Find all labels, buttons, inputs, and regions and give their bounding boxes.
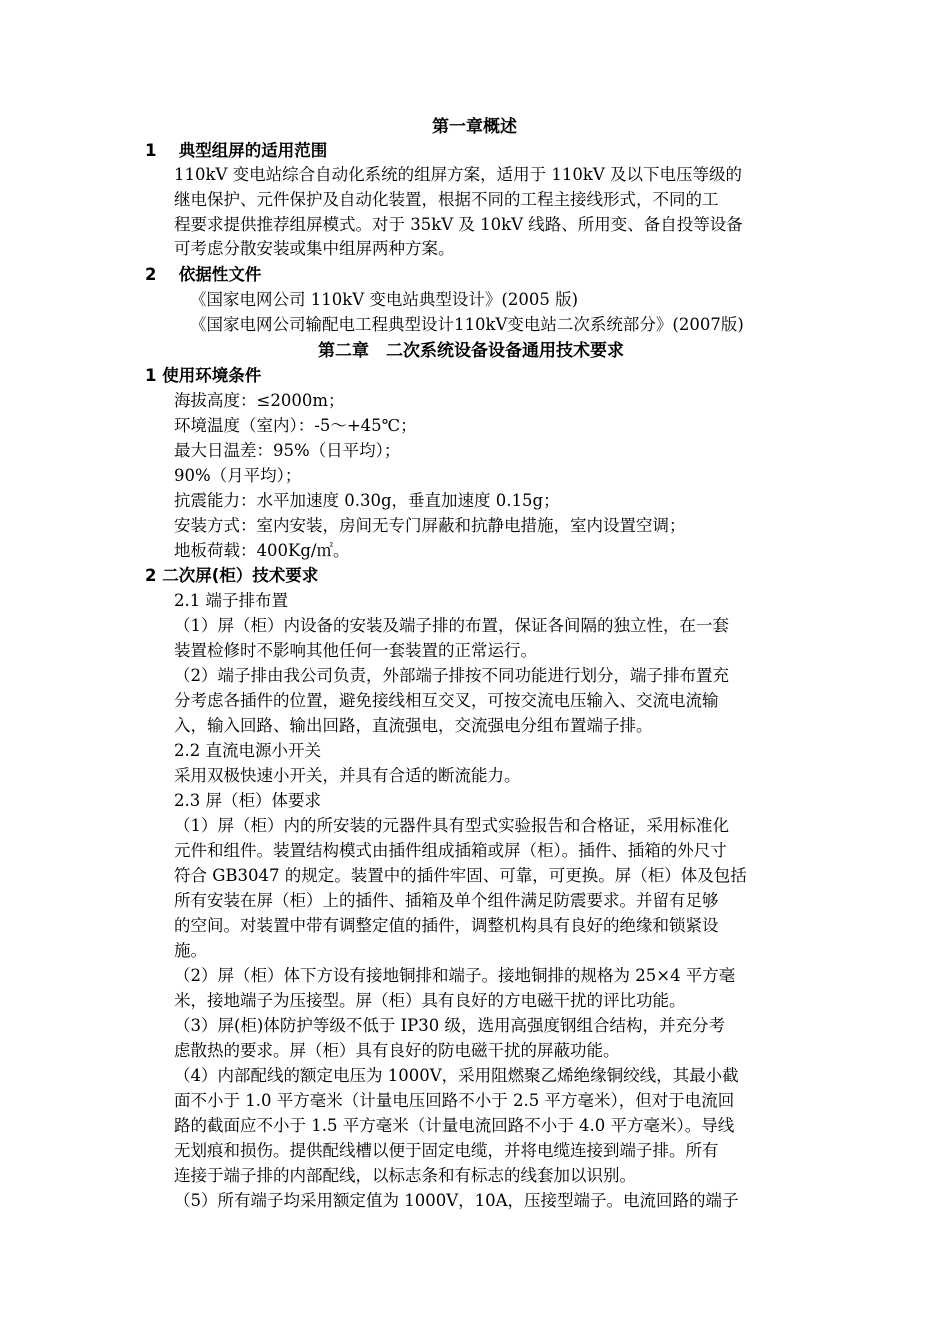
subsection-heading: 2.2 直流电源小开关 [174, 741, 321, 760]
paragraph-line: 继电保护、元件保护及自动化装置，根据不同的工程主接线形式，不同的工 [174, 190, 719, 209]
chapter1-title: 第一章概述 [432, 117, 517, 137]
subsection-heading: 2.3 屏（柜）体要求 [174, 791, 321, 810]
chapter2-sec2-heading: 2 二次屏(柜）技术要求 [145, 566, 319, 585]
paragraph-line: 虑散热的要求。屏（柜）具有良好的防电磁干扰的屏蔽功能。 [174, 1041, 620, 1060]
paragraph-line: （1）屏（柜）内的所安装的元器件具有型式实验报告和合格证，采用标准化 [174, 816, 729, 835]
paragraph-line: 的空间。对装置中带有调整定值的插件，调整机构具有良好的绝缘和锁紧设 [174, 916, 719, 935]
reference-item: 《国家电网公司输配电工程典型设计110kV变电站二次系统部分》(2007版) [190, 315, 744, 334]
condition-line: 抗震能力：水平加速度 0.30g，垂直加速度 0.15g； [174, 491, 560, 510]
paragraph-line: （3）屏(柜)体防护等级不低于 IP30 级，选用高强度钢组合结构，并充分考 [174, 1016, 725, 1035]
paragraph-line: 采用双极快速小开关，并具有合适的断流能力。 [174, 766, 521, 785]
paragraph-line: （4）内部配线的额定电压为 1000V，采用阻燃聚乙烯绝缘铜绞线，其最小截 [174, 1066, 739, 1085]
paragraph-line: 可考虑分散安装或集中组屏两种方案。 [174, 239, 455, 258]
paragraph-line: 入，输入回路、输出回路，直流强电，交流强电分组布置端子排。 [174, 716, 653, 735]
paragraph-line: 连接于端子排的内部配线，以标志条和有标志的线套加以识别。 [174, 1166, 636, 1185]
paragraph-line: 分考虑各插件的位置，避免接线相互交叉，可按交流电压输入、交流电流输 [174, 691, 719, 710]
paragraph-line: 元件和组件。装置结构模式由插件组成插箱或屏（柜）。插件、插箱的外尺寸 [174, 841, 727, 860]
chapter1-sec1-heading: 1 典型组屏的适用范围 [145, 141, 328, 160]
condition-line: 安装方式：室内安装，房间无专门屏蔽和抗静电措施，室内设置空调； [174, 516, 686, 535]
chapter2-title: 第二章 二次系统设备设备通用技术要求 [318, 341, 624, 361]
paragraph-line: 所有安装在屏（柜）上的插件、插箱及单个组件满足防震要求。并留有足够 [174, 891, 719, 910]
paragraph-line: 符合 GB3047 的规定。装置中的插件牢固、可靠，可更换。屏（柜）体及包括 [174, 866, 747, 885]
condition-line: 地板荷载：400Kg/㎡。 [174, 541, 350, 560]
paragraph-line: （2）屏（柜）体下方设有接地铜排和端子。接地铜排的规格为 25×4 平方毫 [174, 966, 736, 985]
paragraph-line: 米，接地端子为压接型。屏（柜）具有良好的方电磁干扰的评比功能。 [174, 991, 686, 1010]
paragraph-line: 施。 [174, 941, 207, 960]
chapter2-sec1-heading: 1 使用环境条件 [145, 366, 262, 385]
paragraph-line: （2）端子排由我公司负责，外部端子排按不同功能进行划分，端子排布置充 [174, 666, 729, 685]
paragraph-line: 装置检修时不影响其他任何一套装置的正常运行。 [174, 641, 537, 660]
subsection-heading: 2.1 端子排布置 [174, 591, 288, 610]
reference-item: 《国家电网公司 110kV 变电站典型设计》(2005 版) [190, 290, 579, 309]
paragraph-line: （1）屏（柜）内设备的安装及端子排的布置，保证各间隔的独立性，在一套 [174, 616, 729, 635]
chapter1-sec2-heading: 2 依据性文件 [145, 265, 262, 284]
paragraph-line: （5）所有端子均采用额定值为 1000V，10A，压接型端子。电流回路的端子 [174, 1191, 739, 1210]
paragraph-line: 110kV 变电站综合自动化系统的组屏方案，适用于 110kV 及以下电压等级的 [174, 165, 743, 184]
condition-line: 海拔高度：≤2000m； [174, 391, 345, 410]
paragraph-line: 面不小于 1.0 平方毫米（计量电压回路不小于 2.5 平方毫米），但对于电流回 [174, 1091, 735, 1110]
paragraph-line: 路的截面应不小于 1.5 平方毫米（计量电流回路不小于 4.0 平方毫米）。导线 [174, 1116, 735, 1135]
paragraph-line: 无划痕和损伤。提供配线槽以便于固定电缆，并将电缆连接到端子排。所有 [174, 1141, 719, 1160]
condition-line: 90%（月平均）； [174, 466, 302, 485]
paragraph-line: 程要求提供推荐组屏模式。对于 35kV 及 10kV 线路、所用变、备自投等设备 [174, 215, 743, 234]
condition-line: 环境温度（室内）：-5～+45℃； [174, 416, 417, 435]
condition-line: 最大日温差：95%（日平均）； [174, 441, 401, 460]
